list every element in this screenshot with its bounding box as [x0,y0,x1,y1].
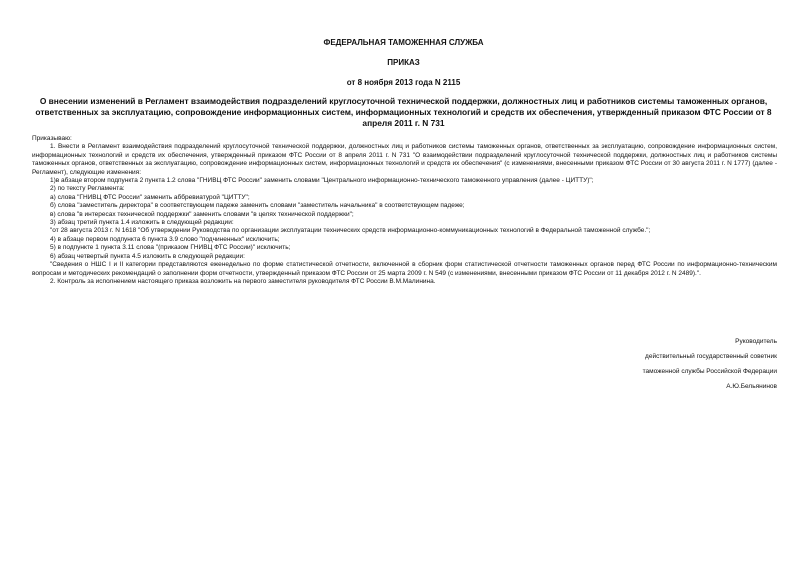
signer-rank-line-2: таможенной службы Российской Федерации [642,368,777,375]
list-item: 6) абзац четвертый пункта 4.5 изложить в следующей редакции: [50,252,245,260]
list-item: "от 28 августа 2013 г. N 1618 "Об утверждении Руководства по организации эксплуатации технических средств информационно-коммуникационных технологий в Федеральной таможенной службе."; [50,227,651,235]
doc-date-number: от 8 ноября 2013 года N 2115 [346,78,461,87]
list-item: 1)в абзаце втором подпункта 2 пункта 1.2 слова "ГНИВЦ ФТС России" заменить словами "Центрального информационно-технического таможенного управления (далее - ЦИТТУ)"; [50,177,594,185]
list-item: 2) по тексту Регламента: [50,185,125,193]
signer-name: А.Ю.Бельянинов [726,383,777,390]
list-item: 4) в абзаце первом подпункта 6 пункта 3.9 слово "подчиненных" исключить; [50,235,280,243]
list-item: "Сведения о НШС I и II категории представляются еженедельно по форме статистической отчетности, включенной в сборник форм статистической отчетности таможенных органов перед ФТС России по информационно-техническим вопросам и методических рекомендаций о заполнении форм отчетности, утвержденный приказом ФТС России от 25 марта 2009 г. N 549 (с изменениями, внесенными приказом ФТС России от 11 декабря 2012 г. N 2489).". [32,261,777,277]
signer-role: Руководитель [735,338,777,345]
list-item: 5) в подпункте 1 пункта 3.11 слова "(приказом ГНИВЦ ФТС России)" исключить; [50,244,291,252]
list-item: б) слова "заместитель директора" в соответствующем падеже заменить словами "заместитель начальника" в соответствующем падеже; [50,202,465,210]
agency-heading: ФЕДЕРАЛЬНАЯ ТАМОЖЕННАЯ СЛУЖБА [323,38,484,47]
doc-type-heading: ПРИКАЗ [387,58,420,67]
document-body [32,135,777,286]
list-item: а) слова "ГНИВЦ ФТС России" заменить аббревиатурой "ЦИТТУ"; [50,193,250,201]
paragraph-2: 2. Контроль за исполнением настоящего приказа возложить на первого заместителя руководителя ФТС России В.М.Малинина. [50,277,436,285]
intro-line: Приказываю: [32,135,72,142]
signer-rank-line-1: действительный государственный советник [645,353,777,360]
paragraph-1: 1. Внести в Регламент взаимодействия подразделений круглосуточной технической поддержки, должностных лиц и работников системы таможенных органов, ответственных за эксплуатацию, сопровождение информационных систем, информационных технологий и средств их обеспечения, утвержденный приказом ФТС России от 8 апреля 2011 г. N 731 "О взаимодействии подразделений круглосуточной технической поддержки, должностных лиц и работников системы таможенных органов, ответственных за эксплуатацию, сопровождение информационных систем, информационных технологий и средств их обеспечения" (с изменениями, внесенными приказом ФТС России от 30 августа 2011 г. N 1777) (далее - Регламент), следующие изменения: [32,143,777,176]
list-item: 3) абзац третий пункта 1.4 изложить в следующей редакции: [50,219,234,227]
signature-block [517,334,777,394]
document-title: О внесении изменений в Регламент взаимодействия подразделений круглосуточной технической поддержки, должностных лиц и работников системы таможенных органов, ответственных за эксплуатацию, сопровождение информационных систем, информационных технологий и средств их обеспечения, утвержденный приказом ФТС России от 8 апреля 2011 г. N 731 [35,96,772,128]
list-item: в) слова "в интересах технической поддержки" заменить словами "в целях технической поддержки"; [50,210,354,218]
